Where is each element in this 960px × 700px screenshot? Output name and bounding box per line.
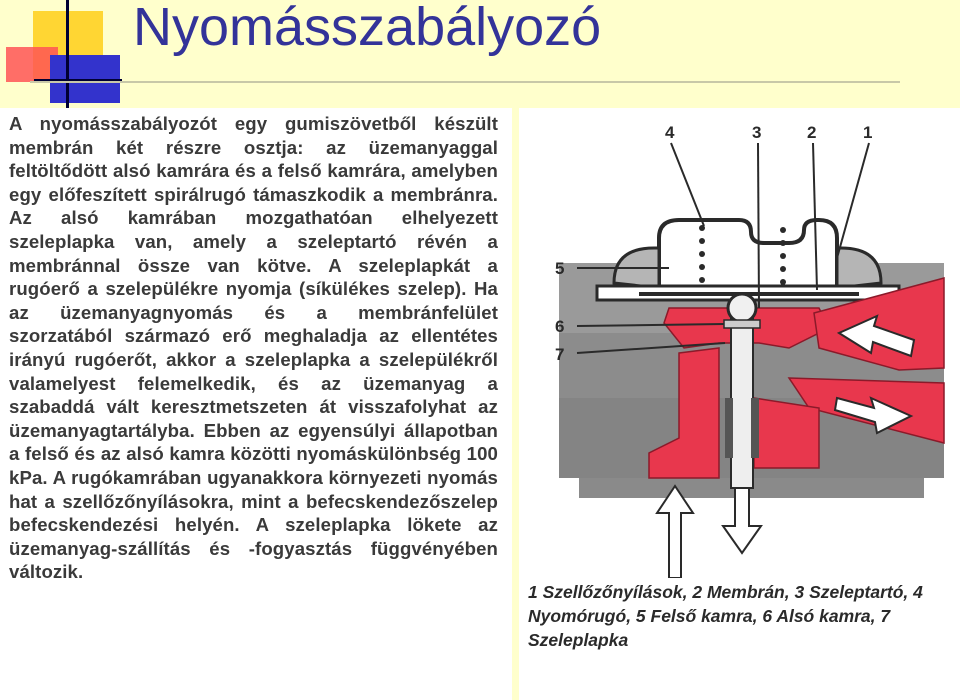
title-divider <box>30 81 900 83</box>
body-text: A nyomásszabályozót egy gumiszövetből készült membrán két részre osztja: az üzemanyaggal feltöltődött alsó kamrára és a felső kamrára, amelyben egy előfeszített spirálrugó támaszkodik a membránra. Az alsó kamrában mozgathatóan elhelyezett szeleplapka van, amely a szeleptartó révén a membránnal össze van kötve. A szeleplapkát a rugóerő a szelepülékre nyomja (síkülékes szelep). Ha az üzemanyagnyomás és a membránfelület szorzatából származó erő meghaladja az ellentétes irányú rugóerőt, akkor a szeleplapka a szelepülékről valamelyest felemelkedik, és az üzemanyag a szabaddá vált keresztmetszeten át visszafolyhat az üzemanyagtartályba. Ebben az egyensúlyi állapotban a felső és az alsó kamra közötti nyomáskülönbség 100 kPa. A rugókamrában ugyanakkora környezeti nyomás hat a szellőzőnyílásokra, mint a befecskendezőszelep befecskendezési helyén. A szeleplapka lökete az üzemanyag-szállítás és -fogyasztás függvényében változik. <box>9 113 498 583</box>
right-vent-ear <box>837 248 881 288</box>
valve-ball <box>728 294 756 322</box>
logo-vertical-line <box>66 0 69 108</box>
body-text-panel <box>0 108 512 700</box>
slide-logo <box>0 0 130 110</box>
regulator-figure <box>519 108 960 700</box>
stem-seal-left <box>725 398 733 458</box>
outlet-channel <box>754 398 819 468</box>
callout-3: 3 <box>752 123 762 142</box>
callout-5: 5 <box>555 259 565 278</box>
callout-4: 4 <box>665 123 675 142</box>
callout-6: 6 <box>555 317 565 336</box>
callout-2: 2 <box>807 123 817 142</box>
figure-caption: 1 Szellőzőnyílások, 2 Membrán, 3 Szeleptartó, 4 Nyomórugó, 5 Felső kamra, 6 Alsó kamra, 7 Szeleplapka <box>528 582 923 650</box>
spring-chamber-cap <box>659 220 837 288</box>
slide-title: Nyomásszabályozó <box>133 0 602 57</box>
callout-7: 7 <box>555 345 565 364</box>
regulator-diagram <box>519 108 960 578</box>
valve-plate <box>724 320 760 328</box>
stem-seal-right <box>751 398 759 458</box>
valve-carrier-stem <box>731 318 753 488</box>
callout-1: 1 <box>863 123 873 142</box>
